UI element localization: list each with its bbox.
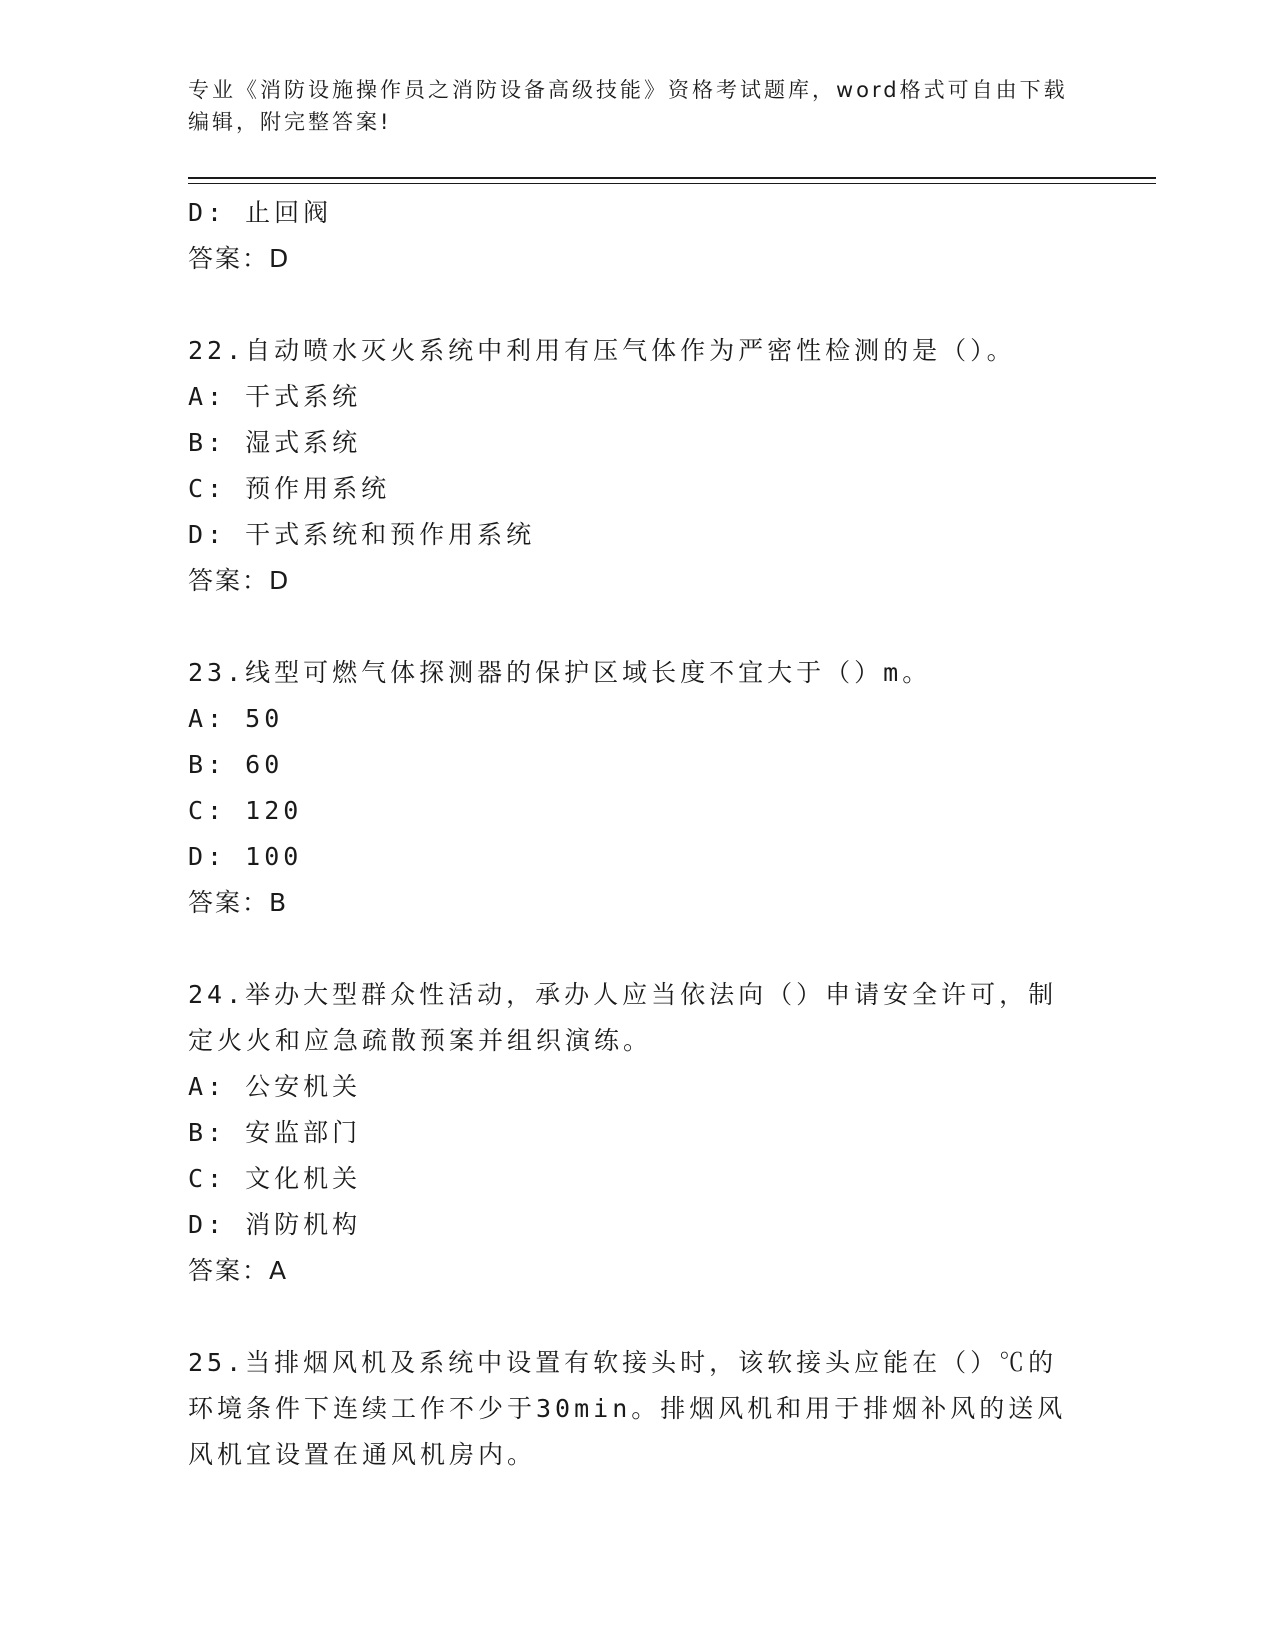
question-content [188, 190, 1088, 1478]
spacer [188, 604, 1088, 650]
option-a: A: 公安机关 [188, 1072, 362, 1101]
option-a: A: 干式系统 [188, 382, 362, 411]
option-b: B: 60 [188, 750, 284, 779]
option-d: D: 消防机构 [188, 1210, 362, 1239]
question-stem: 23.线型可燃气体探测器的保护区域长度不宜大于（）m。 [188, 658, 932, 687]
answer-line: 答案：D [188, 566, 291, 595]
spacer [188, 282, 1088, 328]
spacer [188, 1294, 1088, 1340]
option-b: B: 安监部门 [188, 1118, 362, 1147]
option-d: D: 干式系统和预作用系统 [188, 520, 536, 549]
option-d: D: 止回阀 [188, 198, 333, 227]
option-a: A: 50 [188, 704, 284, 733]
option-c: C: 文化机关 [188, 1164, 362, 1193]
question-22 [188, 328, 1088, 604]
spacer [188, 926, 1088, 972]
question-25 [188, 1340, 1088, 1478]
question-stem: 25.当排烟风机及系统中设置有软接头时，该软接头应能在（）℃的环境条件下连续工作不少于30min。排烟风机和用于排烟补风的送风风机宜设置在通风机房内。 [188, 1348, 1067, 1469]
question-24 [188, 972, 1088, 1294]
answer-line: 答案：B [188, 888, 289, 917]
document-header: 专业《消防设施操作员之消防设备高级技能》资格考试题库，word格式可自由下载编辑，附完整答案! [188, 78, 1068, 134]
answer-line: 答案：A [188, 1256, 289, 1285]
option-b: B: 湿式系统 [188, 428, 362, 457]
option-c: C: 预作用系统 [188, 474, 391, 503]
option-d: D: 100 [188, 842, 303, 871]
option-c: C: 120 [188, 796, 303, 825]
answer-line: 答案：D [188, 244, 291, 273]
question-23 [188, 650, 1088, 926]
question-stem: 24.举办大型群众性活动，承办人应当依法向（）申请安全许可，制定火火和应急疏散预案并组织演练。 [188, 980, 1058, 1055]
header-rule-thin [188, 183, 1156, 184]
question-stem: 22.自动喷水灭火系统中利用有压气体作为严密性检测的是（）。 [188, 336, 1016, 365]
header-rule-thick [188, 177, 1156, 179]
